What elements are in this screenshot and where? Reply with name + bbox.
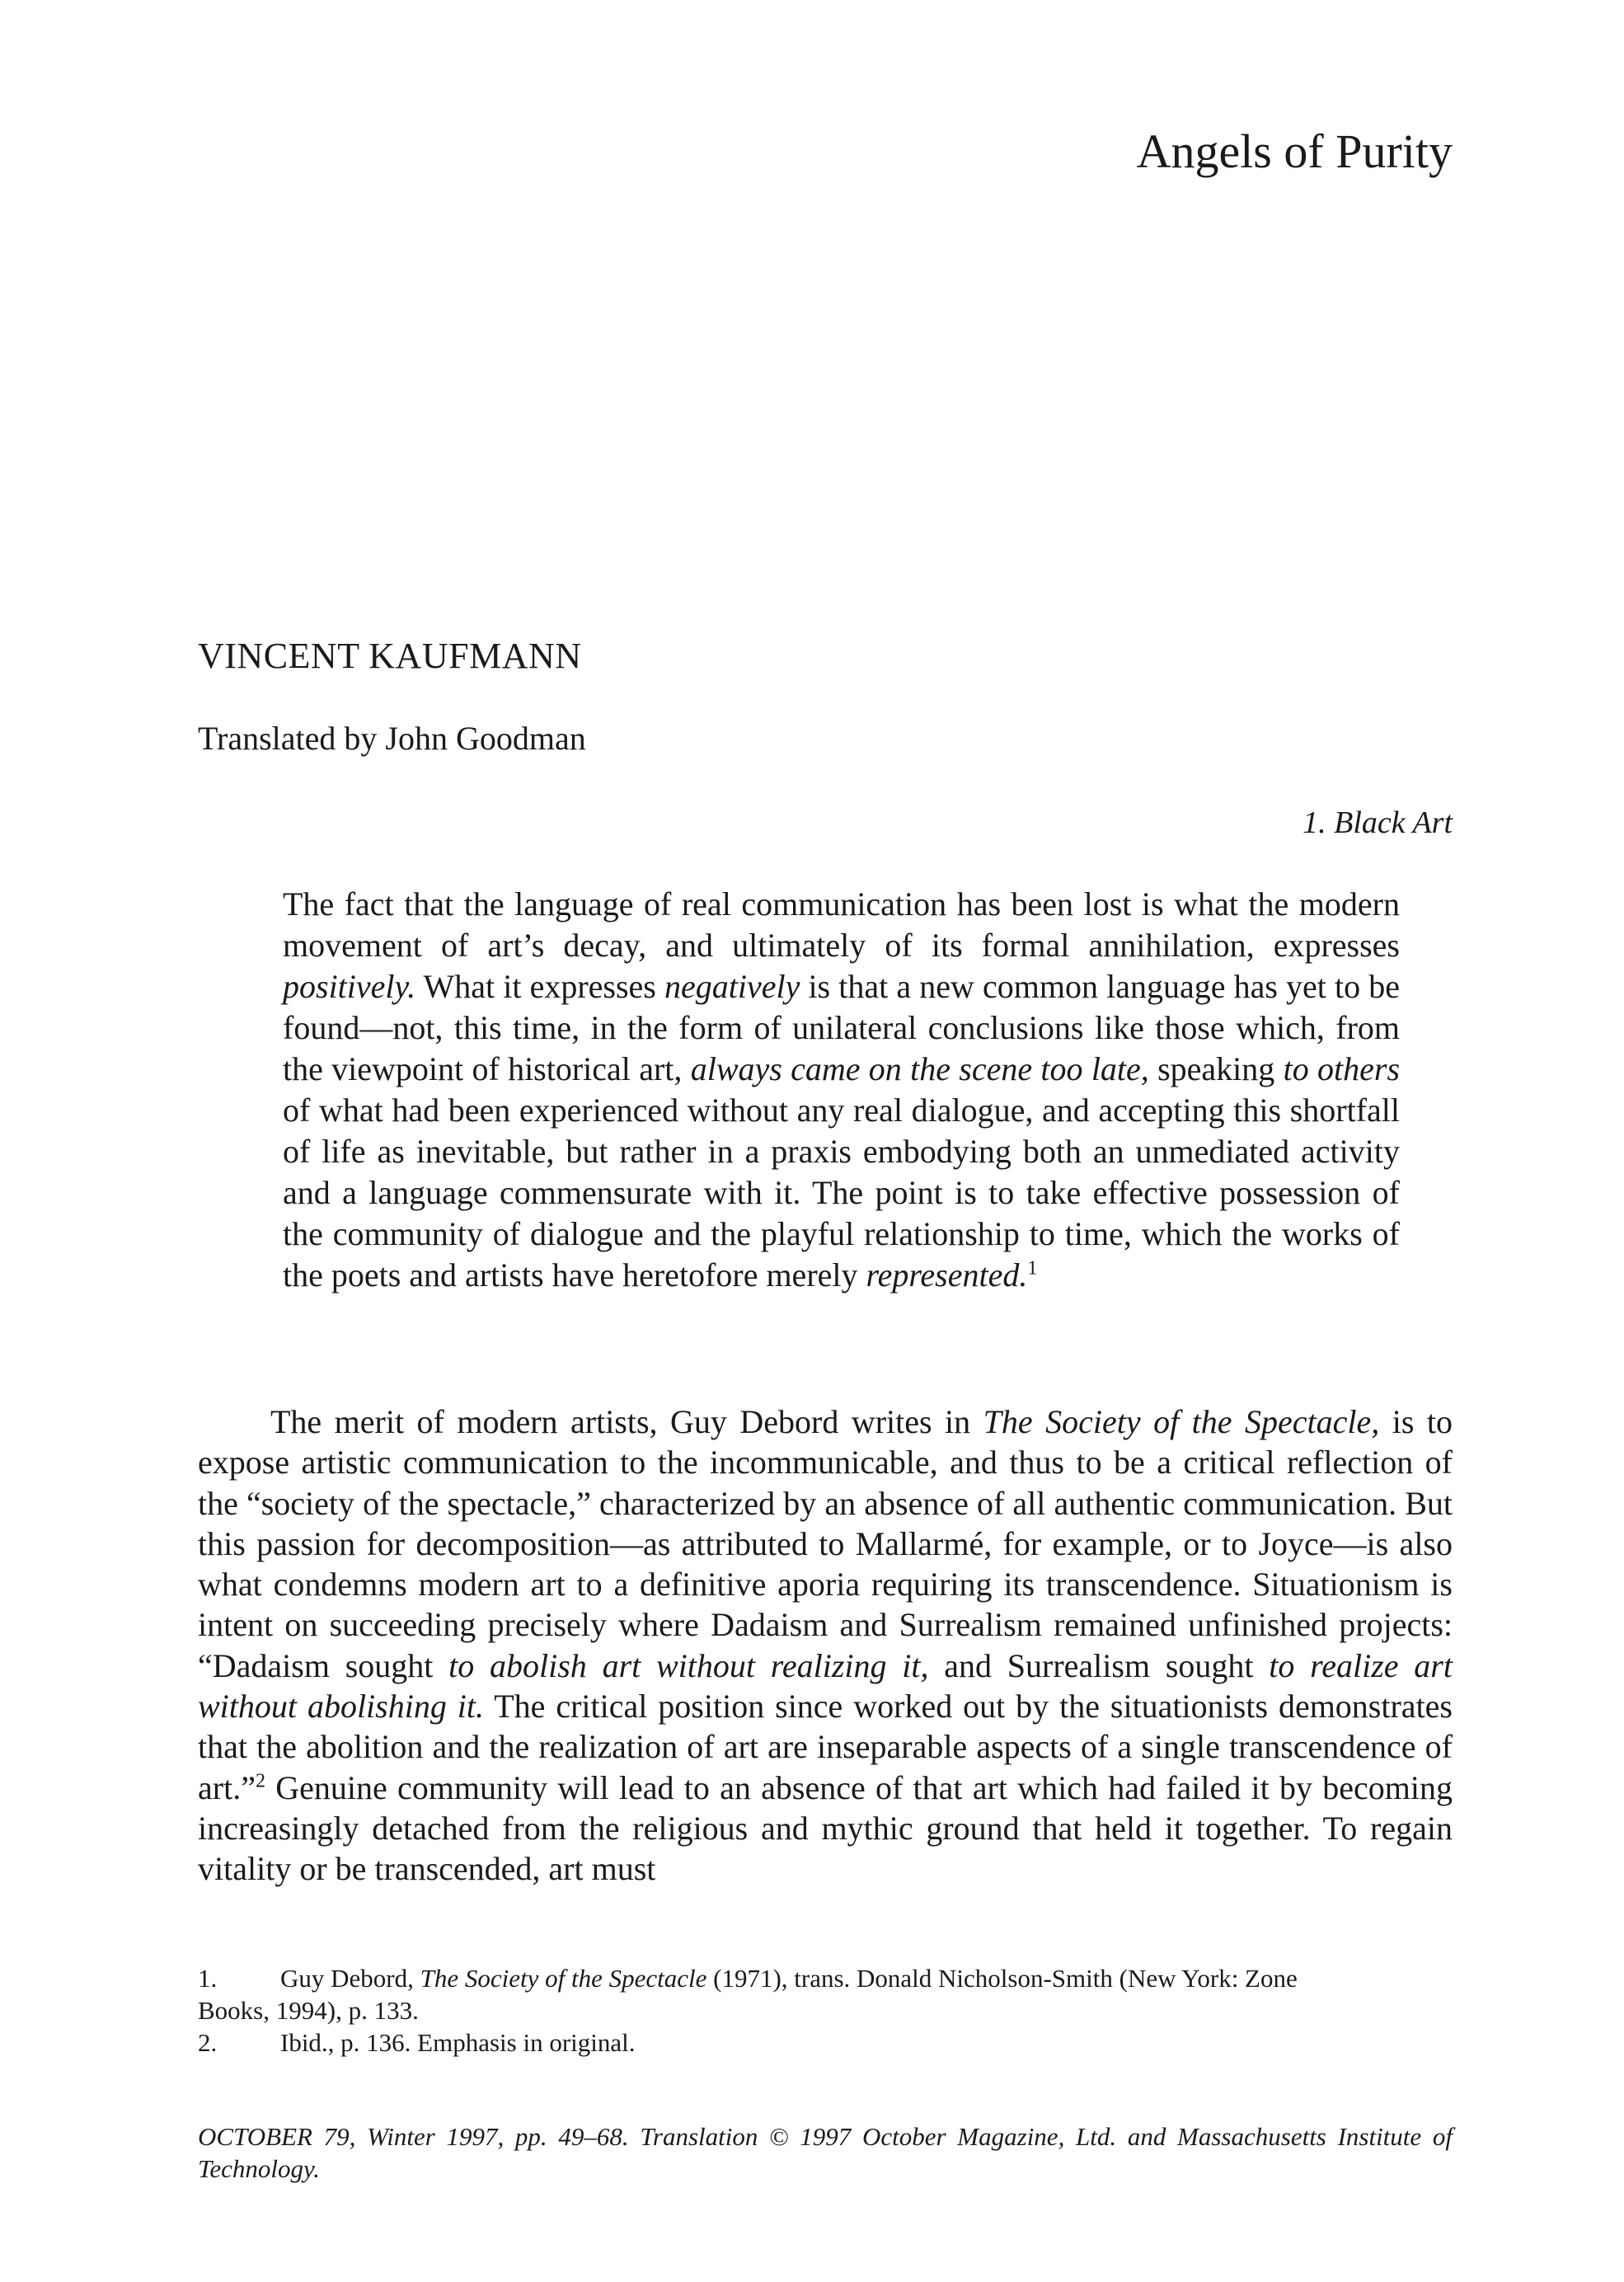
footnote-2 bbox=[198, 2026, 1453, 2059]
footnote-text: Ibid., p. 136. Emphasis in original. bbox=[280, 2028, 636, 2057]
article-title: Angels of Purity bbox=[1136, 124, 1453, 178]
footnote-ref-1[interactable]: 1 bbox=[1027, 1257, 1038, 1280]
section-heading: 1. Black Art bbox=[1302, 805, 1453, 840]
footnote-ref-2[interactable]: 2 bbox=[255, 1770, 265, 1792]
footnote-number: 1. bbox=[198, 1964, 218, 1993]
footnote-1 bbox=[198, 1962, 1453, 1994]
author-name: VINCENT KAUFMANN bbox=[198, 636, 582, 676]
footnote-text: Guy Debord, The Society of the Spectacle (1971), trans. Donald Nicholson-Smith (New York: Zone bbox=[280, 1964, 1298, 1993]
epigraph-quote: The fact that the language of real communication has been lost is what the modern movement of art’s decay, and ultimately of its formal annihilation, expresses positively. What it expresses negatively is that a new common language has yet to be found—not, this time, in the form of unilateral conclusions like those which, from the viewpoint of historical art, always came on the scene too late, speaking to others of what had been experienced without any real dialogue, and accepting this shortfall of life as inevitable, but rather in a praxis embodying both an unmediated activity and a language commensurate with it. The point is to take effective possession of the community of dialogue and the playful relationship to time, which the works of the poets and artists have heretofore merely represented.$^1$ bbox=[283, 885, 1401, 1294]
journal-citation: OCTOBER 79, Winter 1997, pp. 49–68. Translation © 1997 October Magazine, Ltd. and Massachusetts Institute of Technology. bbox=[198, 2122, 1453, 2183]
translator-credit: Translated by John Goodman bbox=[198, 720, 586, 757]
body-paragraph: The merit of modern artists, Guy Debord writes in The Society of the Spectacle, is to expose artistic communication to the incommunicable, and thus to be a critical reflection of the “society of the spectacle,” characterized by an absence of all authentic communication. But this passion for decomposition—as attributed to Mallarmé, for example, or to Joyce—is also what condemns modern art to a definitive aporia requiring its transcendence. Situationism is intent on succeeding precisely where Dadaism and Surrealism remained unfinished projects: “Dadaism sought to abolish art without realizing it, and Surrealism sought to realize art without abolishing it. The critical position since worked out by the situationists demonstrates that the abolition and the realization of art are inseparable aspects of a single transcendence of art.”$^2$ Genuine community will lead to an absence of that art which had failed it by becoming increasingly detached from the religious and mythic ground that held it together. To regain vitality or be transcended, art must bbox=[198, 1403, 1453, 1888]
footnote-number: 2. bbox=[198, 2028, 218, 2057]
footnote-1-continuation: Books, 1994), p. 133. bbox=[198, 1996, 419, 2025]
footnotes bbox=[198, 1962, 1453, 2059]
